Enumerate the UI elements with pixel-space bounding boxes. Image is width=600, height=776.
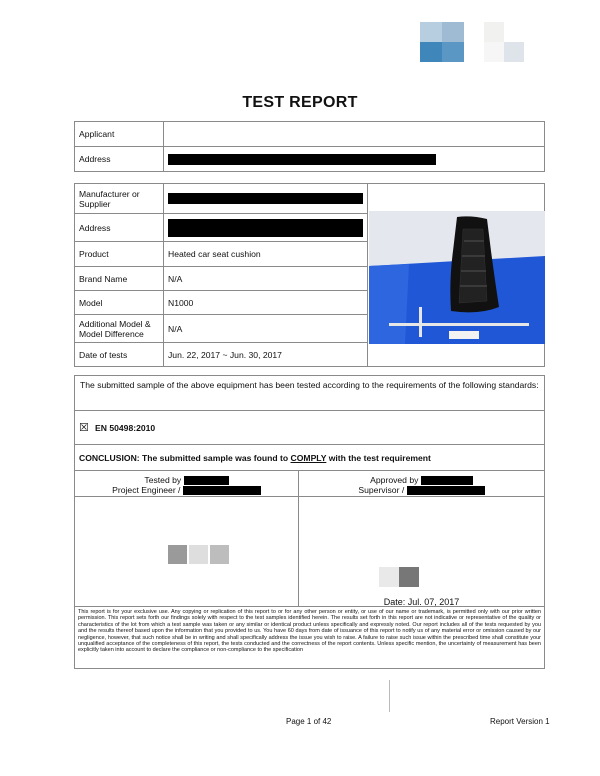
manufacturer-address-value xyxy=(164,214,368,242)
redacted-tester-name xyxy=(183,486,261,495)
statement-text: The submitted sample of the above equipment has been tested according to the requirements of the following standards: xyxy=(80,380,539,390)
seat-cushion-image xyxy=(369,211,545,344)
page-title: TEST REPORT xyxy=(242,94,358,111)
tested-by-cell xyxy=(74,470,299,497)
checkbox-icon: ☒ xyxy=(79,422,89,434)
footer-divider xyxy=(389,680,390,712)
date-of-tests-value: Jun. 22, 2017 ~ Jun. 30, 2017 xyxy=(164,343,368,367)
product-value: Heated car seat cushion xyxy=(164,242,368,267)
redacted-address xyxy=(168,154,436,165)
brand-value: N/A xyxy=(164,267,368,291)
applicant-table xyxy=(74,121,545,172)
additional-model-value: N/A xyxy=(164,315,368,343)
page-number: Page 1 of 42 xyxy=(286,717,332,726)
conclusion-text: CONCLUSION: The submitted sample was found to COMPLY with the test requirement xyxy=(79,453,431,463)
brand-label: Brand Name xyxy=(75,267,164,291)
report-date: Date: Jul. 07, 2017 xyxy=(383,597,460,607)
conclusion-block xyxy=(74,444,545,471)
statement-block xyxy=(74,375,545,411)
applicant-address-value xyxy=(164,147,545,172)
approver-role: Supervisor / xyxy=(358,485,405,495)
comply-word: COMPLY xyxy=(290,453,327,463)
approved-by-label: Approved by xyxy=(370,475,419,485)
redacted-approver-name xyxy=(407,486,485,495)
approved-by-cell xyxy=(298,470,545,497)
blurred-signature xyxy=(379,567,399,587)
redacted-tester xyxy=(184,476,229,485)
manufacturer-address-label: Address xyxy=(75,214,164,242)
manufacturer-value xyxy=(164,184,368,214)
additional-model-label: Additional Model & Model Difference xyxy=(75,315,164,343)
manufacturer-label: Manufacturer or Supplier xyxy=(75,184,164,214)
product-label: Product xyxy=(75,242,164,267)
approver-signature-area xyxy=(298,496,545,607)
applicant-value xyxy=(164,122,545,147)
blurred-stamp xyxy=(168,545,187,564)
standards-block xyxy=(74,410,545,445)
redacted-manufacturer xyxy=(168,193,363,204)
model-label: Model xyxy=(75,291,164,315)
redacted-manufacturer-address xyxy=(168,219,363,237)
tester-role: Project Engineer / xyxy=(112,485,181,495)
disclaimer-text: This report is for your exclusive use. Any copying or replication of this report to or for any other person or entity, or use of our name or trademark, is permitted only with our prior written permission. This report sets forth our findings solely with respect to the test samples identified herein. The results set forth in this report are not indicative or representative of the quality or characteristics of the lot from which a test sample was taken or any similar or identical product unless specifically and expressly noted. Our report includes all of the tests requested by you and the results thereof based upon the information that you provided to us. You have 60 days from date of issuance of this report to notify us of any material error or omission caused by our negligence, however, that such notice shall be in writing and shall specifically address the issue you wish to raise. A failure to raise such issue within the prescribed time shall constitute your unqualified acceptance of the completeness of this report, the tests conducted and the correctness of the report contents. Unless specific mention, the uncertainty of measurement has been explicitly taken into account to declare the compliance or non-compliance to the specification xyxy=(78,609,541,654)
redacted-approver xyxy=(421,476,473,485)
applicant-label: Applicant xyxy=(75,122,164,147)
disclaimer xyxy=(74,606,545,669)
applicant-address-label: Address xyxy=(75,147,164,172)
tester-signature-area xyxy=(74,496,299,607)
model-value: N1000 xyxy=(164,291,368,315)
product-photo xyxy=(369,211,545,344)
report-version: Report Version 1 xyxy=(490,717,550,726)
standard-name: EN 50498:2010 xyxy=(95,423,156,433)
date-of-tests-label: Date of tests xyxy=(75,343,164,367)
tested-by-label: Tested by xyxy=(144,475,182,485)
